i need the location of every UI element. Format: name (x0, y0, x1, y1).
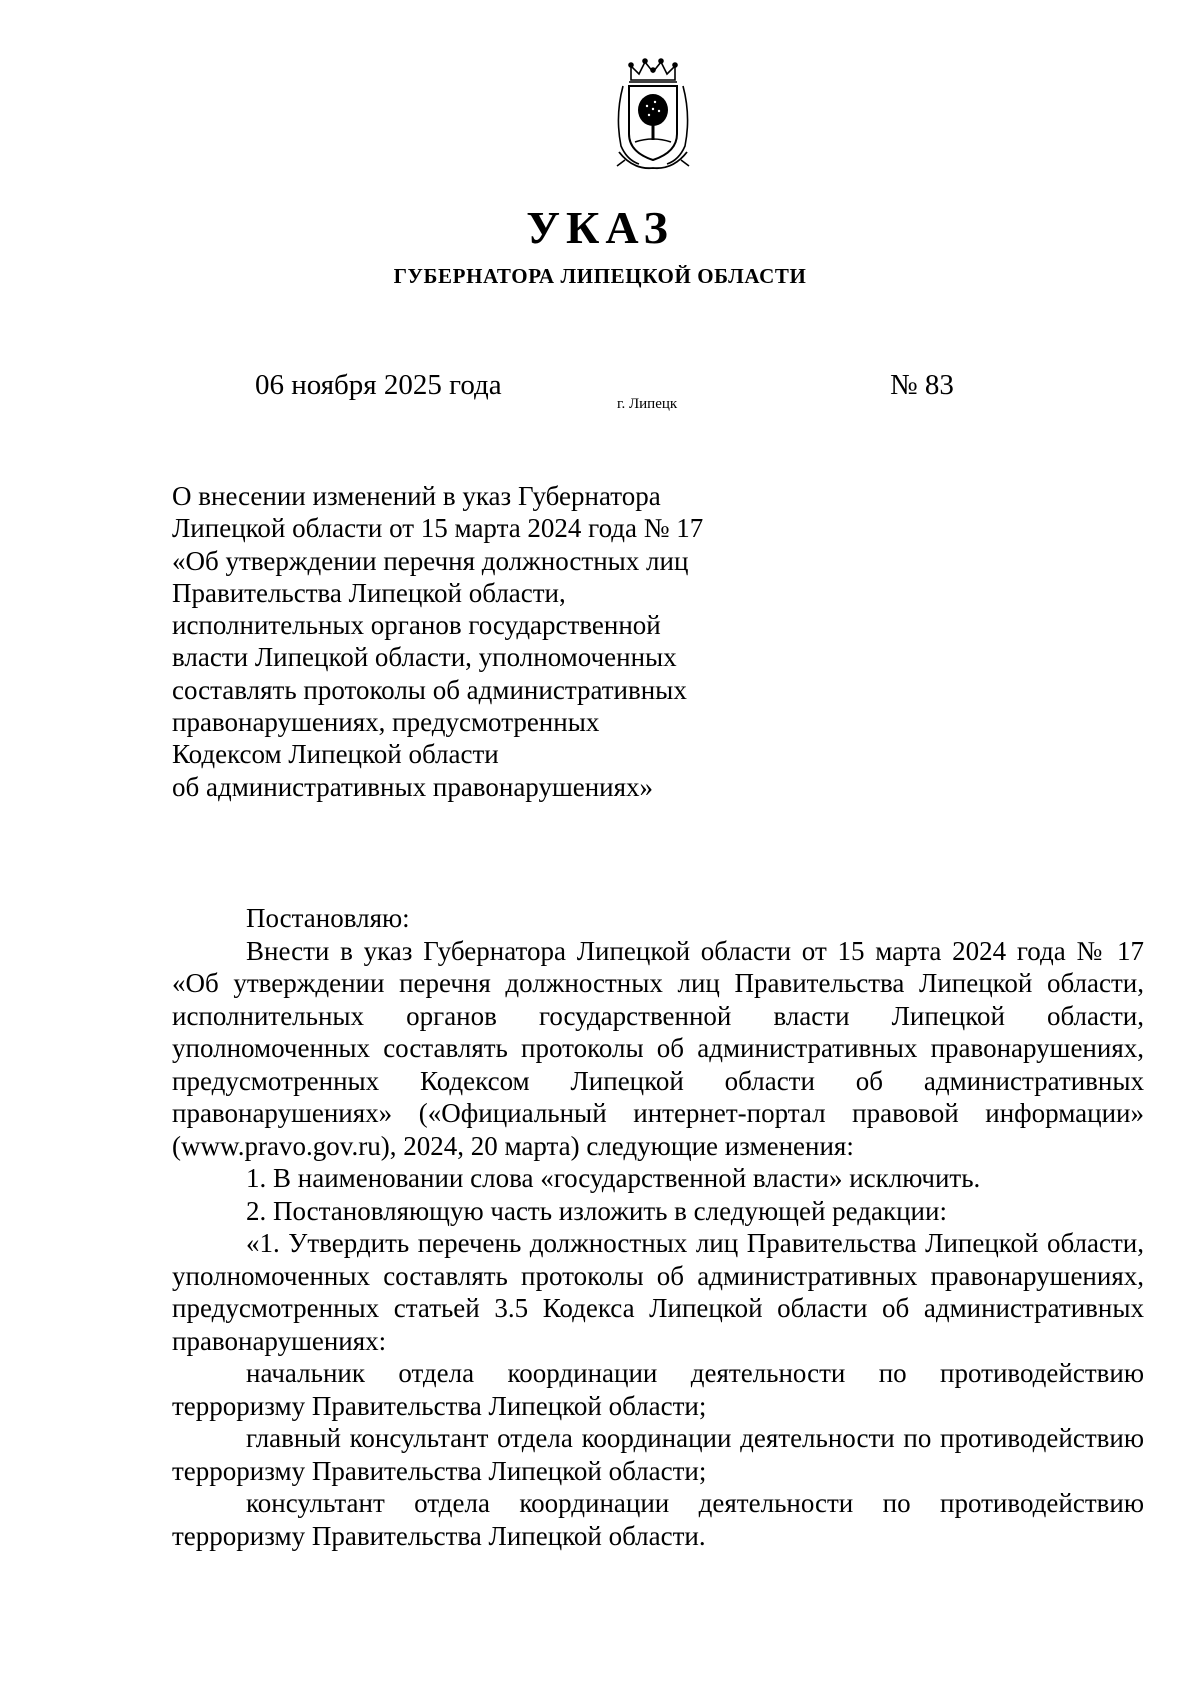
subject-line: Правительства Липецкой области, (172, 577, 566, 608)
document-title: УКАЗ (526, 202, 674, 253)
coat-of-arms-emblem (603, 56, 703, 174)
document-body (172, 902, 1144, 1552)
subject-line: исполнительных органов государственной (172, 610, 661, 641)
body-paragraph: 2. Постановляющую часть изложить в следующей редакции: (246, 1195, 947, 1226)
body-paragraph: консультант отдела координации деятельности по противодействию терроризму Правительства Липецкой области. (172, 1488, 1144, 1551)
body-paragraph: 1. В наименовании слова «государственной власти» исключить. (246, 1163, 981, 1193)
subject-line: Липецкой области от 15 марта 2024 года № 17 (172, 513, 704, 544)
subject-line: об административных правонарушениях» (172, 771, 654, 802)
document-number: № 83 (890, 369, 954, 401)
body-paragraph: Постановляю: (246, 903, 410, 933)
body-paragraph: главный консультант отдела координации деятельности по противодействию терроризму Правительства Липецкой области; (172, 1423, 1144, 1486)
document-city: г. Липецк (617, 396, 678, 412)
document-subject (172, 480, 792, 803)
body-paragraph: «1. Утвердить перечень должностных лиц Правительства Липецкой области, уполномоченных составлять протоколы об административных правонарушениях, предусмотренных статьей 3.5 Кодекса Липецкой области об административных правонарушениях: (172, 1228, 1144, 1356)
body-paragraph: Внести в указ Губернатора Липецкой области от 15 марта 2024 года № 17 «Об утверждении перечня должностных лиц Правительства Липецкой области, исполнительных органов государственной власти Липецкой области, уполномоченных составлять протоколы об административных правонарушениях, предусмотренных Кодексом Липецкой области об административных правонарушениях» («Официальный интернет-портал правовой информации» (www.pravo.gov.ru), 2024, 20 марта) следующие изменения: (172, 935, 1144, 1161)
document-issuer: ГУБЕРНАТОРА ЛИПЕЦКОЙ ОБЛАСТИ (393, 264, 807, 288)
subject-line: «Об утверждении перечня должностных лиц (172, 545, 689, 576)
subject-line: составлять протоколы об административных (172, 674, 687, 705)
document-date: 06 ноября 2025 года (255, 369, 502, 401)
subject-line: Кодексом Липецкой области (172, 739, 499, 770)
body-paragraph: начальник отдела координации деятельности по противодействию терроризму Правительства Липецкой области; (172, 1358, 1144, 1421)
subject-line: О внесении изменений в указ Губернатора (172, 481, 661, 511)
subject-line: власти Липецкой области, уполномоченных (172, 642, 677, 673)
subject-line: правонарушениях, предусмотренных (172, 707, 600, 738)
